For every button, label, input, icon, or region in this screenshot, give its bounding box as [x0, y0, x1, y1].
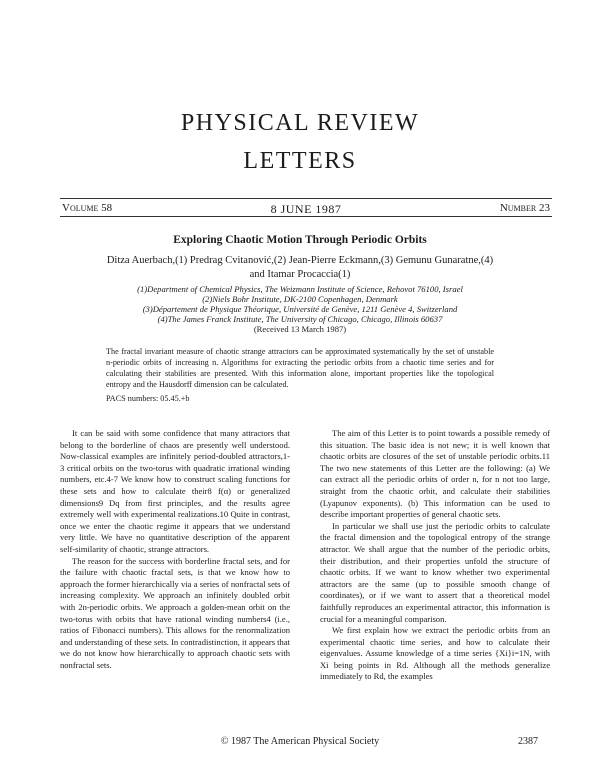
journal-title-line2: LETTERS — [243, 148, 357, 174]
affiliation: (2)Niels Bohr Institute, DK-2100 Copenhagen, Denmark — [202, 294, 398, 304]
paragraph: It can be said with some confidence that many attractors that belong to the borderline of chaos are presently well understood. Now-classical examples are infinitely period-doubled attractors,1-3 critical orbits on the two-torus with quadratic irrational winding numbers, etc.4-7 We know how to construct scaling functions for these sets and how to calculate their8 f(α) or generalized dimensions9 Dq from first principles, and the results agree extremely well with experimental realizations.10 Quite in contrast, once we enter the chaotic regime it appears that we understand very little. We have no quantitative description of the apparent self-similarity of chaotic, strange attractors. — [60, 428, 290, 554]
affiliations — [80, 284, 520, 334]
header-rule-bottom — [60, 216, 552, 217]
journal-title-line1: PHYSICAL REVIEW — [180, 110, 420, 136]
pacs-numbers: PACS numbers: 05.45.+b — [106, 394, 190, 403]
paragraph: The reason for the success with borderline fractal sets, and for the failure with chaotic fractal sets, is that we know how to approach the former hierarchically via a series of nonfractal sets of increasing complexity. We approach an infinitely doubled orbit with 2n-periodic orbits. We approach a golden-mean orbit on the two-torus with orbits that have rational winding numbers4 (i.e., ratios of Fibonacci numbers). This allows for the renormalization and understanding of these sets. In contradistinction, it appears that we do not know how hierarchically to approach chaotic sets with nonfractal sets. — [60, 555, 290, 670]
volume: Volume 58 — [62, 202, 113, 214]
issue-date: 8 JUNE 1987 — [270, 202, 342, 216]
body-right-column — [320, 428, 550, 683]
article-title: Exploring Chaotic Motion Through Periodic Orbits — [173, 234, 427, 246]
received-date: (Received 13 March 1987) — [253, 324, 347, 334]
affiliation: (4)The James Franck Institute, The University of Chicago, Chicago, Illinois 60637 — [157, 314, 443, 324]
page-number: 2387 — [518, 736, 538, 747]
issue-number: Number 23 — [499, 202, 550, 214]
header-rule-top — [60, 198, 552, 199]
paragraph: The aim of this Letter is to point towards a possible remedy of this situation. The basic idea is not new; it is well known that chaotic orbits are closures of the set of unstable periodic orbits.11 The two new statements of this Letter are the following: (a) We can extract all the periodic orbits of order n, for n not too large, straight from the chaotic orbit, and calculate their stabilities (Lyapunov exponents). (b) This information can be used to describe important properties of general chaotic sets. — [320, 428, 550, 520]
body-left-column — [60, 428, 290, 671]
paragraph: We first explain how we extract the periodic orbits from an experimental chaotic time series, and how to calculate their eigenvalues. Assume knowledge of a time series {Xi}i=1N, with Xi being points in Rd. Although all the methods generalize immediately to Rd, the examples — [320, 625, 550, 682]
abstract: The fractal invariant measure of chaotic strange attractors can be approximated systematically by the set of unstable n-periodic orbits of increasing n. Algorithms for extracting the periodic orbits from a chaotic time series and for calculating their stabilities are presented. With this information alone, important properties like the topological entropy and the Hausdorff dimension can be calculated. — [106, 347, 494, 389]
authors — [90, 254, 510, 282]
copyright: © 1987 The American Physical Society — [220, 736, 380, 747]
paragraph: In particular we shall use just the periodic orbits to calculate the fractal dimension and the topological entropy of the strange attractor. We shall argue that the number of the periodic orbits, their distribution, and their properties unfold the structure of chaotic orbits. If we want to know whether two experimental attractors are the same (up to possible smooth change of coordinates), or if we want to assert that a theoretical model faithfully reproduces an experimental attractor, this information is crucial for a meaningful comparison. — [320, 520, 550, 624]
affiliation: (1)Department of Chemical Physics, The Weizmann Institute of Science, Rehovot 76100, Israel — [137, 284, 463, 294]
issue-info — [62, 202, 550, 217]
authors-line: Ditza Auerbach,(1) Predrag Cvitanović,(2) Jean-Pierre Eckmann,(3) Gemunu Gunaratne,(4) — [106, 255, 494, 266]
affiliation: (3)Département de Physique Théorique, Université de Genève, 1211 Genève 4, Switzerland — [142, 304, 458, 314]
authors-line: and Itamar Procaccia(1) — [249, 269, 351, 280]
